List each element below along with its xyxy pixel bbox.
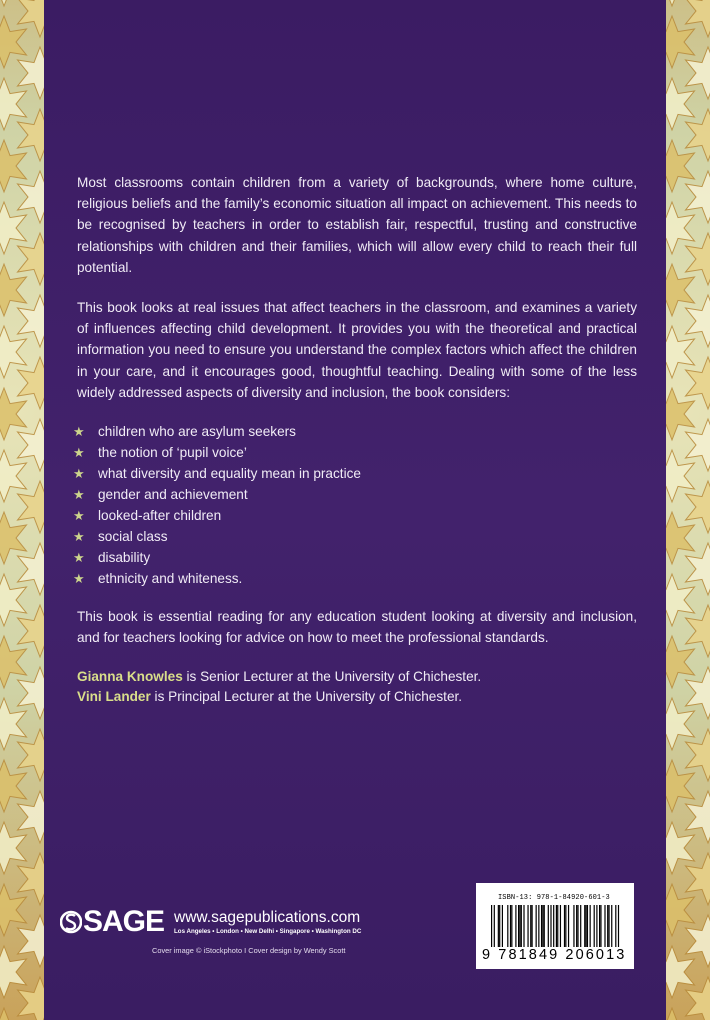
star-tile	[686, 605, 710, 657]
star-tile	[18, 481, 45, 533]
topic-text: the notion of ‘pupil voice’	[98, 445, 247, 460]
star-tile	[18, 47, 45, 99]
topic-item	[73, 505, 493, 526]
publisher-url[interactable]: www.sagepublications.com	[174, 908, 361, 926]
star-icon: ★	[73, 550, 85, 565]
topic-text: looked-after children	[98, 508, 222, 523]
star-tile	[686, 543, 710, 595]
isbn-label: ISBN-13: 978-1-84920-601-3	[498, 894, 610, 902]
star-pattern-left	[0, 0, 44, 1020]
star-tile	[666, 822, 695, 874]
star-tile	[0, 636, 27, 688]
author-2-role: is Principal Lecturer at the University of Chichester.	[150, 689, 463, 704]
star-icon: ★	[73, 487, 85, 502]
audience-paragraph	[77, 606, 637, 648]
star-icon: ★	[73, 508, 85, 523]
star-tile	[18, 667, 45, 719]
publisher-info	[174, 909, 361, 936]
sage-logo-text: SAGE	[83, 905, 165, 938]
star-tile	[666, 388, 695, 440]
star-tile	[0, 140, 27, 192]
barcode-icon	[491, 905, 621, 951]
sage-logo	[60, 905, 164, 939]
star-tile	[0, 450, 27, 502]
topics-list	[73, 421, 493, 589]
decorative-star-border-right	[666, 0, 710, 1020]
star-icon: ★	[73, 529, 85, 544]
author-1-role: is Senior Lecturer at the University of Chichester.	[182, 669, 482, 684]
sage-s-icon	[60, 908, 82, 936]
star-tile	[0, 326, 27, 378]
topic-item	[73, 547, 493, 568]
star-tile	[0, 698, 27, 750]
star-tile	[686, 109, 710, 161]
cover-credit: Cover image © iStockphoto I Cover design by Wendy Scott	[152, 946, 346, 955]
topic-text: what diversity and equality mean in practice	[98, 466, 361, 481]
star-tile	[18, 295, 45, 347]
paragraph-1: Most classrooms contain children from a variety of backgrounds, where home culture, religious beliefs and the family’s economic situation all impact on achievement. This needs to be recognised by teachers in order to establish fair, respectful, trusting and constructive relationships with children and their families, which will allow every child to reach their full potential.	[77, 175, 637, 275]
star-tile	[666, 698, 695, 750]
star-tile	[666, 264, 695, 316]
star-tile	[686, 853, 710, 905]
star-tile	[0, 16, 27, 68]
star-tile	[18, 233, 45, 285]
topic-item	[73, 421, 493, 442]
star-tile	[0, 264, 27, 316]
star-tile	[18, 357, 45, 409]
star-tile	[666, 512, 695, 564]
topic-text: social class	[98, 529, 168, 544]
star-tile	[0, 574, 27, 626]
star-pattern-right	[666, 0, 710, 1020]
star-tile	[686, 729, 710, 781]
star-tile	[0, 946, 27, 998]
decorative-star-border-left	[0, 0, 44, 1020]
star-tile	[686, 47, 710, 99]
star-tile	[686, 667, 710, 719]
star-icon: ★	[73, 424, 85, 439]
author-2	[77, 687, 481, 707]
author-1-name: Gianna Knowles	[77, 669, 183, 684]
star-tile	[18, 109, 45, 161]
star-tile	[18, 791, 45, 843]
star-tile	[0, 760, 27, 812]
star-icon: ★	[73, 445, 85, 460]
topic-text: children who are asylum seekers	[98, 424, 296, 439]
topic-item	[73, 463, 493, 484]
star-tile	[686, 295, 710, 347]
topic-item	[73, 568, 493, 589]
star-tile	[666, 450, 695, 502]
publisher-cities: Los Angeles • London • New Delhi • Singapore • Washington DC	[174, 927, 362, 935]
star-tile	[18, 605, 45, 657]
star-icon: ★	[73, 466, 85, 481]
star-tile	[686, 419, 710, 471]
star-tile	[686, 481, 710, 533]
star-tile	[18, 853, 45, 905]
star-tile	[666, 760, 695, 812]
star-tile	[686, 791, 710, 843]
star-tile	[18, 729, 45, 781]
star-tile	[0, 512, 27, 564]
star-tile	[666, 636, 695, 688]
star-tile	[666, 202, 695, 254]
star-tile	[686, 171, 710, 223]
topic-text: disability	[98, 550, 151, 565]
topic-text: ethnicity and whiteness.	[98, 571, 243, 586]
book-overview	[77, 297, 637, 403]
topic-item	[73, 484, 493, 505]
author-bios	[77, 667, 481, 707]
paragraph-2: This book looks at real issues that affect teachers in the classroom, and examines a variety of influences affecting child development. It provides you with the theoretical and practical information you need to ensure you understand the complex factors which affect the children in your care, and it encourages good, thoughtful teaching. Dealing with some of the less widely addressed aspects of diversity and inclusion, the book considers:	[77, 300, 637, 400]
star-tile	[18, 543, 45, 595]
star-tile	[666, 326, 695, 378]
star-tile	[666, 16, 695, 68]
star-tile	[18, 419, 45, 471]
publisher-block	[60, 905, 361, 939]
star-icon: ★	[73, 571, 85, 586]
topic-item	[73, 526, 493, 547]
star-tile	[686, 357, 710, 409]
star-tile	[686, 233, 710, 285]
star-tile	[18, 915, 45, 967]
intro-paragraph	[77, 172, 637, 278]
author-1	[77, 667, 481, 687]
star-tile	[666, 946, 695, 998]
star-tile	[0, 884, 27, 936]
topic-text: gender and achievement	[98, 487, 248, 502]
author-2-name: Vini Lander	[77, 689, 151, 704]
star-tile	[666, 884, 695, 936]
star-tile	[686, 915, 710, 967]
star-tile	[666, 574, 695, 626]
topic-item	[73, 442, 493, 463]
star-tile	[666, 140, 695, 192]
barcode-number: 9 781849 206013	[482, 947, 627, 963]
star-tile	[18, 171, 45, 223]
star-tile	[0, 78, 27, 130]
star-tile	[0, 202, 27, 254]
star-tile	[0, 822, 27, 874]
star-tile	[666, 78, 695, 130]
star-tile	[0, 388, 27, 440]
paragraph-3: This book is essential reading for any education student looking at diversity and inclusion, and for teachers looking for advice on how to meet the professional standards.	[77, 609, 637, 646]
